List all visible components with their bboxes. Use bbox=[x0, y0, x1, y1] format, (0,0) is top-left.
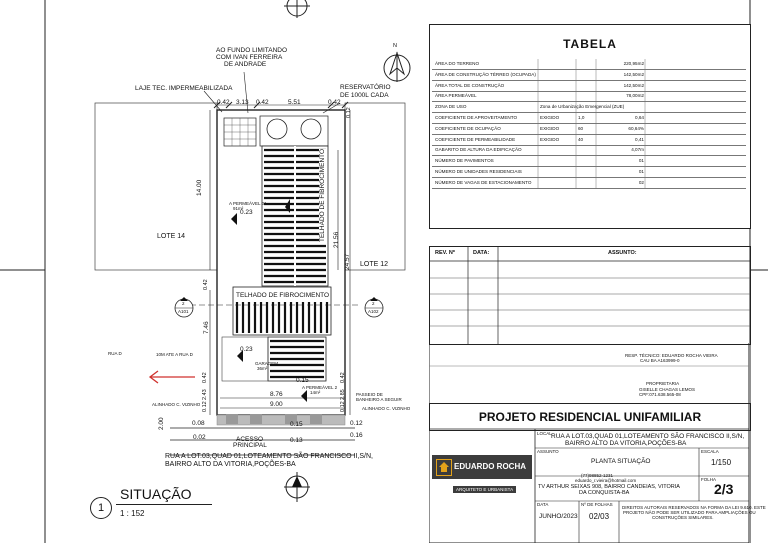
dim-2156: 21.56 bbox=[333, 231, 340, 248]
proprietario-2: GISELLE CHAGAS LEMOS bbox=[639, 387, 696, 392]
tabela-label: ÁREA TOTAL DE CONSTRUÇÃO bbox=[435, 82, 505, 88]
level-023-b: 0.23 bbox=[240, 346, 253, 353]
lote-12-label: LOTE 12 bbox=[360, 261, 389, 268]
dim-top-5: 0.42 bbox=[328, 99, 341, 106]
dim-top-4: 5.51 bbox=[288, 99, 301, 106]
tabela-value: 60,64% bbox=[628, 125, 644, 131]
tabela-label: ÁREA DE CONSTRUÇÃO TÉRREO (OCUPADA) bbox=[435, 71, 536, 77]
dim-top-1: 0.42 bbox=[217, 99, 230, 106]
resp-tecnico-1: RESP. TÉCNICO: EDUARDO ROCHA VIEIRA bbox=[625, 353, 718, 358]
tabela-label: ZONA DE USO bbox=[435, 104, 467, 110]
dim-side-1: 0.42 bbox=[203, 279, 209, 290]
fundo-note-1: AO FUNDO LIMITANDO bbox=[216, 47, 288, 54]
resp-tecnico-2: CAU BA A163999-0 bbox=[640, 358, 680, 363]
dim-side-5: 0.12 bbox=[340, 401, 346, 412]
fundo-note-3: DE ANDRADE bbox=[224, 61, 267, 68]
reservatorio-label-1: RESERVATÓRIO bbox=[340, 84, 391, 91]
dim-side-6: 0.42 bbox=[340, 372, 346, 383]
dim-top-3: 0.42 bbox=[256, 99, 269, 106]
tabela-value: 0,64 bbox=[635, 115, 644, 120]
tabela-grid bbox=[430, 25, 748, 228]
top-target-icon bbox=[282, 0, 312, 20]
garagem-label: GARAGEM bbox=[255, 361, 279, 366]
fundo-note-2: COM IVAN FERREIRA bbox=[216, 54, 283, 61]
lote-14-label: LOTE 14 bbox=[157, 233, 186, 240]
dim-side-4: 0.42 bbox=[202, 372, 208, 383]
section-left-number: 2 bbox=[182, 301, 185, 306]
direitos-2: PROJETO NÃO PODE SER UTILIZADO PARA AMPLIAÇÕES OU bbox=[623, 510, 756, 515]
local-line-1: RUA A LOT.03,QUAD 01,LOTEAMENTO SÃO FRANCISCO II,S/N, bbox=[551, 433, 745, 440]
acesso-label-1: ACESSO bbox=[236, 436, 264, 443]
assunto-label: ASSUNTO bbox=[537, 449, 559, 454]
dim-top-2: 3.13 bbox=[236, 99, 249, 106]
dim-side-8: 0.12 bbox=[346, 107, 352, 118]
alinhamento-right: ALINHADO C. VIZINHO bbox=[362, 406, 411, 411]
view-number-circle bbox=[90, 497, 112, 519]
section-marker-right bbox=[364, 297, 384, 319]
data-label: DATA bbox=[537, 502, 549, 507]
dim-side-2: 0.12 bbox=[202, 401, 208, 412]
rev-col-assunto: ASSUNTO: bbox=[608, 250, 637, 256]
project-title-band bbox=[429, 403, 751, 431]
local-label: LOCAL bbox=[537, 431, 552, 436]
tabela-label: NÚMERO DE UNIDADES RESIDENCIAIS bbox=[435, 169, 522, 174]
dim-008: 0.08 bbox=[192, 420, 205, 427]
tabela-label: GABARITO DE ALTURA DA EDIFICAÇÃO bbox=[435, 147, 522, 153]
tabela-value: 78,00m2 bbox=[626, 93, 644, 99]
tabela-value: 02 bbox=[638, 179, 644, 185]
address-note-2: BAIRRO ALTO DA VITORIA,POÇÕES-BA bbox=[165, 461, 296, 468]
tabela-value: 142,50m2 bbox=[623, 82, 644, 88]
tabela-label: COEFICIENTE DE OCUPAÇÃO bbox=[435, 125, 501, 131]
level-023-a: 0.23 bbox=[240, 209, 253, 216]
view-title-underline bbox=[116, 504, 212, 505]
north-label: N bbox=[393, 43, 397, 49]
view-number: 1 bbox=[98, 502, 105, 514]
roof-label-vertical: TELHADO DE FIBROCIMENTO bbox=[319, 148, 326, 242]
view-title: SITUAÇÃO bbox=[120, 486, 192, 502]
tabela-value: 0,41 bbox=[635, 136, 644, 142]
contact-address-1: TV ARTHUR SEIXAS 908, BAIRRO CANDEIAS, VITORIA bbox=[538, 484, 680, 490]
tabela-panel bbox=[429, 24, 751, 229]
logo-banner bbox=[432, 455, 532, 479]
dim-2457: 24.57 bbox=[344, 253, 351, 270]
tabela-label: COEFICIENTE DE PERMEABILIDADE bbox=[435, 136, 516, 142]
tabela-value: 142,50m2 bbox=[623, 71, 644, 77]
rua-label: RUA D bbox=[108, 351, 122, 356]
revisions-table bbox=[429, 246, 751, 345]
dim-002: 0.02 bbox=[193, 434, 206, 441]
contact-email: eduardo_r.vieira@hotmail.com bbox=[575, 478, 637, 483]
alinhamento-left: ALINHADO C. VIZINHO bbox=[152, 402, 201, 407]
project-title: PROJETO RESIDENCIAL UNIFAMILIAR bbox=[478, 410, 702, 424]
rev-col-data: DATA: bbox=[473, 250, 490, 256]
contact-phone: (77)98852-1231 bbox=[581, 473, 614, 478]
dim-side-7: 2.85 bbox=[340, 389, 346, 400]
level-note-1: A PERMEÁVEL 01 bbox=[229, 201, 267, 206]
title-block bbox=[429, 343, 766, 543]
tabela-label: NÚMERO DE PAVIMENTOS bbox=[435, 158, 494, 164]
dim-side-3: 2.43 bbox=[202, 389, 208, 400]
dim-012: 0.12 bbox=[350, 420, 363, 427]
section-right-code: A102 bbox=[368, 309, 379, 314]
garagem-area: 36m² bbox=[257, 366, 268, 371]
logo-name: EDUARDO ROCHA bbox=[454, 462, 526, 471]
tabela-mid: EXIGIDO bbox=[540, 136, 560, 142]
tabela-value: 220,95m2 bbox=[623, 61, 644, 66]
dim-876: 8.76 bbox=[270, 391, 283, 398]
tabela-mid2: 40 bbox=[578, 136, 584, 142]
acesso-label-2: PRINCIPAL bbox=[233, 442, 267, 449]
tabela-mid: EXIGIDO bbox=[540, 115, 560, 120]
local-line-2: BAIRRO ALTO DA VITORIA,POÇÕES-BA bbox=[565, 440, 687, 447]
section-left-code: A101 bbox=[178, 309, 189, 314]
tabela-value: 01 bbox=[638, 158, 644, 164]
dim-015-top: 0.15 bbox=[296, 377, 309, 384]
folha-label: FOLHA bbox=[701, 477, 717, 482]
tabela-mid2: 60 bbox=[578, 125, 584, 131]
tabela-label: ÁREA PERMEÁVEL bbox=[435, 93, 477, 99]
dim-14: 14.00 bbox=[196, 179, 203, 196]
tabela-title: TABELA bbox=[563, 37, 617, 51]
dim-200: 2.00 bbox=[158, 417, 165, 430]
nfolhas-value: 02/03 bbox=[589, 512, 610, 521]
tabela-label: ÁREA DO TERRENO bbox=[435, 61, 480, 66]
tabela-mid2: 1,0 bbox=[578, 115, 585, 120]
tabela-value: 01 bbox=[638, 169, 644, 174]
dim-746: 7.46 bbox=[203, 321, 210, 334]
dim-013: 0.13 bbox=[290, 437, 303, 444]
section-right-number: 2 bbox=[372, 301, 375, 306]
section-marker-left bbox=[174, 297, 194, 319]
address-note-1: RUA A LOT.03,QUAD 01,LOTEAMENTO SÃO FRANCISCO II,S/N, bbox=[165, 453, 373, 460]
tabela-value: 4,07m bbox=[631, 147, 644, 153]
proprietario-3: CPF:071.638.565-08 bbox=[639, 392, 681, 397]
rev-col-number: REV. Nº bbox=[435, 250, 455, 256]
rua-note: 10M ATE A RUA D bbox=[156, 352, 193, 357]
tabela-mid: Zona de Urbanização Emergencial (ZUE) bbox=[540, 104, 625, 110]
level-note-1b: 91m² bbox=[233, 206, 244, 211]
folha-value: 2/3 bbox=[714, 481, 734, 497]
direitos-1: DIREITOS AUTORAIS RESERVADOS NA FORMA DA LEI 9.610. ESTE bbox=[622, 505, 766, 510]
roof-label-horizontal: TELHADO DE FIBROCIMENTO bbox=[236, 292, 330, 299]
dim-900: 9.00 bbox=[270, 401, 283, 408]
nfolhas-label: Nº DE FOLHAS bbox=[581, 502, 613, 507]
logo-subtitle: ARQUITETO E URBANISTA bbox=[453, 486, 516, 493]
bottom-target-icon bbox=[282, 470, 312, 504]
tabela-label: COEFICIENTE DE APROVEITAMENTO bbox=[435, 115, 518, 120]
data-value: JUNHO/2023 bbox=[539, 513, 578, 520]
laje-label: LAJE TEC. IMPERMEABILIZADA bbox=[135, 85, 233, 92]
passeio-note-2: BANHEIRO A SEGUIR bbox=[356, 397, 402, 402]
direitos-3: CONSTRUÇÕES SIMILARES. bbox=[652, 515, 714, 520]
reservatorio-label-2: DE 1000L CADA bbox=[340, 92, 389, 99]
dim-016: 0.16 bbox=[350, 432, 363, 439]
escala-value: 1/150 bbox=[711, 458, 732, 467]
tabela-mid: EXIGIDO bbox=[540, 125, 560, 131]
view-scale: 1 : 152 bbox=[120, 509, 145, 518]
proprietario-1: PROPRIETARIA bbox=[646, 381, 680, 386]
tabela-label: NÚMERO DE VAGAS DE ESTACIONAMENTO bbox=[435, 179, 532, 185]
apermeavel-2b: 14m² bbox=[310, 390, 321, 395]
escala-label: ESCALA bbox=[701, 449, 719, 454]
contact-address-2: DA CONQUISTA-BA bbox=[579, 490, 630, 496]
dim-015-bottom: 0.15 bbox=[290, 421, 303, 428]
apermeavel-2: A PERMEÁVEL 2 bbox=[302, 385, 338, 390]
house-icon bbox=[436, 459, 452, 476]
north-arrow bbox=[383, 44, 411, 84]
assunto-value: PLANTA SITUAÇÃO bbox=[591, 458, 651, 465]
passeio-note-1: PASSEIO DE bbox=[356, 392, 383, 397]
